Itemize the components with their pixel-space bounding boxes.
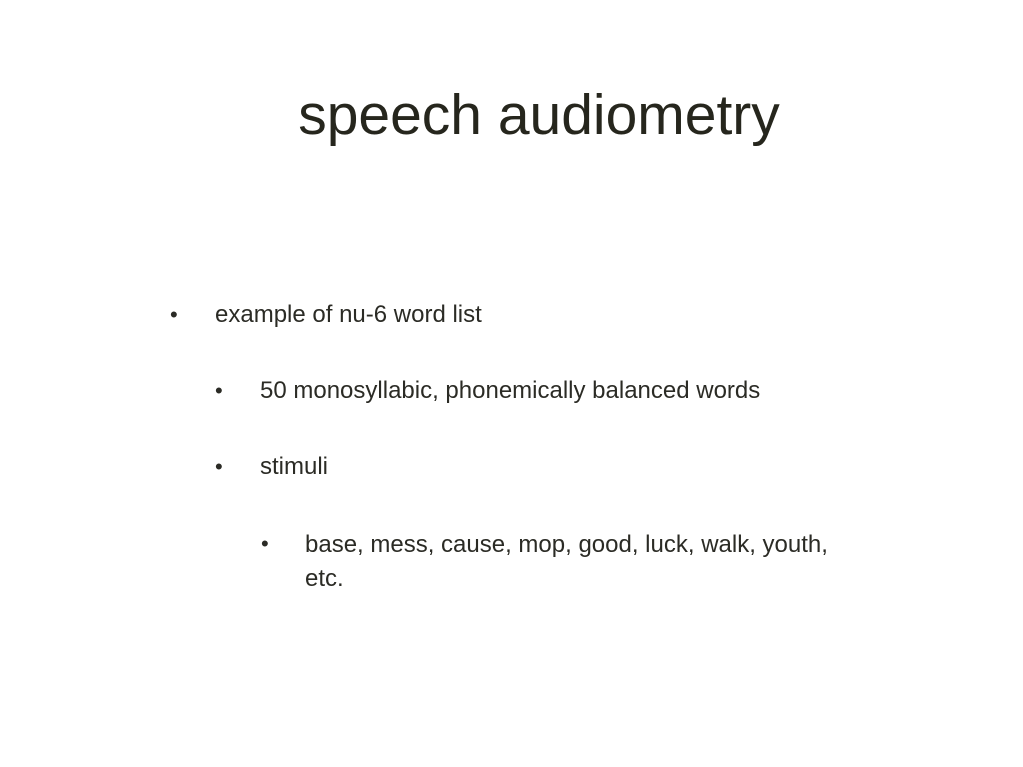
bullet-marker: •	[170, 302, 178, 327]
bullet-text: stimuli	[260, 453, 329, 480]
bullet-marker: •	[215, 454, 223, 479]
bullet-text: example of nu-6 word list	[215, 301, 482, 328]
bullet-marker: •	[215, 378, 223, 403]
bullet-marker: •	[261, 531, 269, 556]
slide-title: speech audiometry	[298, 83, 780, 147]
bullet-text: base, mess, cause, mop, good, luck, walk, youth, etc.	[305, 531, 828, 592]
bullet-text: 50 monosyllabic, phonemically balanced words	[260, 377, 761, 404]
